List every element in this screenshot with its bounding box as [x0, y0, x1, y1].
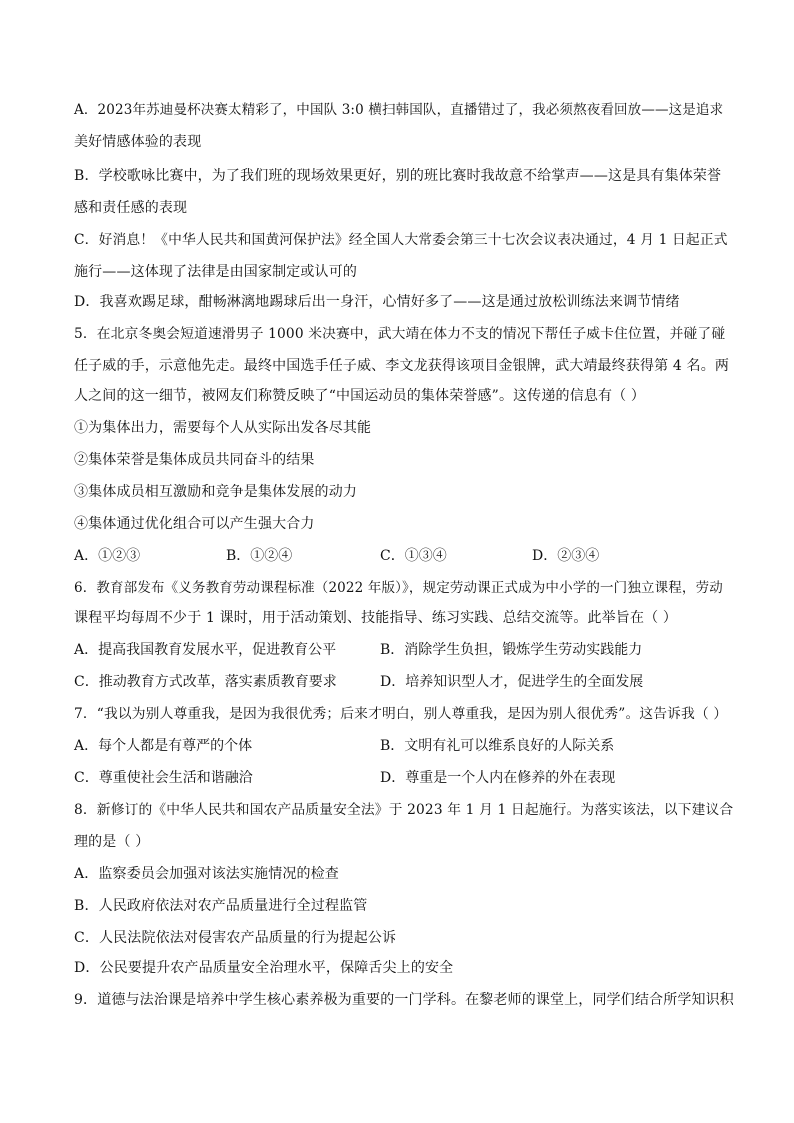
q4-option-b-line2: 感和责任感的表现 [74, 200, 188, 216]
q6-stem-line1: 6．教育部发布《义务教育劳动课程标准（2022 年版）》，规定劳动课正式成为中小学的一门独立课程，劳动 [74, 580, 723, 596]
q6-stem-line2: 课程平均每周不少于 1 课时，用于活动策划、技能指导、练习实践、总结交流等。此举旨在（ ） [74, 610, 678, 626]
q7-stem: 7．“我以为别人尊重我，是因为我很优秀；后来才明白，别人尊重我，是因为别人很优秀”。这告诉我（ ） [74, 706, 728, 722]
q7-option-d: D．尊重是一个人内在修养的外在表现 [380, 770, 616, 786]
q5-stem-line1: 5．在北京冬奥会短道速滑男子 1000 米决赛中，武大靖在体力不支的情况下帮任子威卡住位置，并碰了碰 [74, 326, 726, 342]
q8-stem-line1: 8．新修订的《中华人民共和国农产品质量安全法》于 2023 年 1 月 1 日起施行。为落实该法，以下建议合 [74, 802, 734, 818]
q4-option-a-line2: 美好情感体验的表现 [74, 134, 202, 150]
q4-option-b-line1: B．学校歌咏比赛中，为了我们班的现场效果更好，别的班比赛时我故意不给掌声——这是具有集体荣誉 [74, 168, 722, 184]
q8-option-b: B．人民政府依法对农产品质量进行全过程监管 [74, 898, 368, 914]
q4-option-c-line1: C．好消息！《中华人民共和国黄河保护法》经全国人大常委会第三十七次会议表决通过，4 月 1 日起正式 [74, 232, 728, 248]
q5-option-b: B．①②④ [226, 548, 293, 564]
q7-option-a: A．每个人都是有尊严的个体 [74, 738, 253, 754]
q5-stem-line3: 人之间的这一细节，被网友们称赞反映了“中国运动员的集体荣誉感”。这传递的信息有（ ） [74, 388, 646, 404]
q4-option-c-line2: 施行——这体现了法律是由国家制定或认可的 [74, 264, 357, 280]
q4-option-a-line1: A．2023年苏迪曼杯决赛太精彩了，中国队 3:0 横扫韩国队，直播错过了，我必须熬夜看回放——这是追求 [74, 102, 724, 118]
q5-option-c: C．①③④ [380, 548, 447, 564]
q8-option-a: A．监察委员会加强对该法实施情况的检查 [74, 866, 339, 882]
q9-stem-line1: 9．道德与法治课是培养中学生核心素养极为重要的一门学科。在黎老师的课堂上，同学们结合所学知识积 [74, 992, 734, 1008]
q4-option-d: D．我喜欢踢足球，酣畅淋漓地踢球后出一身汗，心情好多了——这是通过放松训练法来调节情绪 [74, 294, 680, 310]
q5-option-a: A．①②③ [74, 548, 141, 564]
q5-statement-2: ②集体荣誉是集体成员共同奋斗的结果 [74, 452, 315, 468]
q7-option-b: B．文明有礼可以维系良好的人际关系 [380, 738, 615, 754]
q8-stem-line2: 理的是（ ） [74, 834, 150, 850]
q6-option-c: C．推动教育方式改革，落实素质教育要求 [74, 674, 337, 690]
q6-option-a: A．提高我国教育发展水平，促进教育公平 [74, 642, 337, 658]
q6-option-b: B．消除学生负担，锻炼学生劳动实践能力 [380, 642, 643, 658]
q5-statement-3: ③集体成员相互激励和竞争是集体发展的动力 [74, 484, 357, 500]
q8-option-d: D．公民要提升农产品质量安全治理水平，保障舌尖上的安全 [74, 960, 454, 976]
q5-stem-line2: 任子威的手，示意他先走。最终中国选手任子威、李文龙获得该项目金银牌，武大靖最终获得第 4 名。两 [74, 358, 730, 374]
q5-option-d: D．②③④ [532, 548, 600, 564]
q6-option-d: D．培养知识型人才，促进学生的全面发展 [380, 674, 644, 690]
q8-option-c: C．人民法院依法对侵害农产品质量的行为提起公诉 [74, 930, 397, 946]
q7-option-c: C．尊重使社会生活和谐融洽 [74, 770, 253, 786]
q5-statement-1: ①为集体出力，需要每个人从实际出发各尽其能 [74, 420, 372, 436]
q5-statement-4: ④集体通过优化组合可以产生强大合力 [74, 516, 315, 532]
